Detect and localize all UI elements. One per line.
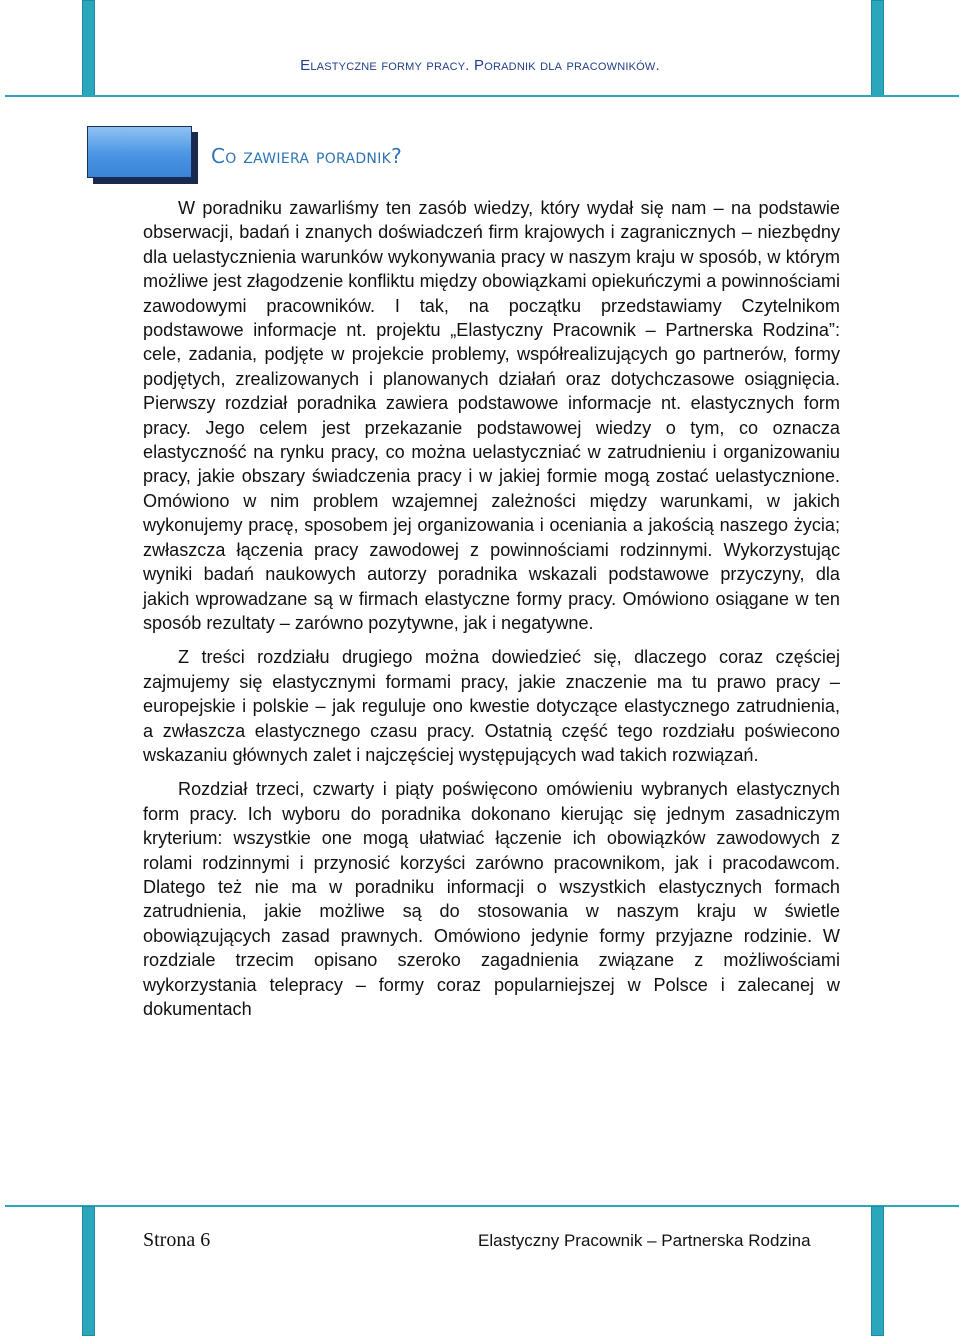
section-title: Co zawiera poradnik? (211, 144, 403, 168)
header-rule (5, 95, 959, 97)
page-number: Strona 6 (143, 1229, 211, 1251)
footer-rule (5, 1205, 959, 1207)
footer-project-name: Elastyczny Pracownik – Partnerska Rodzina (478, 1231, 811, 1250)
section-decor-box (87, 126, 192, 178)
paragraph-3: Rozdział trzeci, czwarty i piąty poświęcono omówieniu wybranych elastycznych form pracy. Ich wyboru do poradnika dokonano kierując się jednym zasadniczym kryterium: wszystkie one mogą ułatwiać łączenie ich obowiązków zawodowych z rolami rodzinnymi i przynosić korzyści zarówno pracownikom, jak i pracodawcom. Dlatego też nie ma w poradniku informacji o wszystkich elastycznych formach zatrudnienia, jakie możliwe są do stosowania w naszym kraju w świetle obowiązujących zasad prawnych. Omówiono jedynie formy przyjazne rodzinie. W rozdziale trzecim opisano szeroko zagadnienia związane z możliwościami wykorzystania telepracy – formy coraz popularniejszej w Polsce i zalecanej w dokumentach (143, 779, 840, 1019)
running-header: Elastyczne formy pracy. Poradnik dla pracowników. (300, 57, 660, 74)
bottom-left-bar (82, 1206, 95, 1336)
top-left-bar (82, 0, 95, 97)
paragraph-2: Z treści rozdziału drugiego można dowiedzieć się, dlaczego coraz częściej zajmujemy się elastycznymi formami pracy, jakie znaczenie ma tu prawo pracy – europejskie i polskie – jak reguluje ono kwestie dotyczące elastycznego zatrudnienia, a zwłaszcza elastycznego czasu pracy. Ostatnią część tego rozdziału poświecono wskazaniu głównych zalet i najczęściej występujących wad takich rozwiązań. (143, 647, 840, 765)
bottom-right-bar (871, 1206, 884, 1336)
body-text (143, 196, 840, 1031)
paragraph-1: W poradniku zawarliśmy ten zasób wiedzy, który wydał się nam – na podstawie obserwacji, badań i znanych doświadczeń firm krajowych i zagranicznych – niezbędny dla uelastycznienia warunków wykonywania pracy w naszym kraju w sposób, w którym możliwe jest złagodzenie konfliktu między obowiązkami opiekuńczymi a powinnościami zawodowymi pracowników. I tak, na początku przedstawiamy Czytelnikom podstawowe informacje nt. projektu „Elastyczny Pracownik – Partnerska Rodzina”: cele, zadania, podjęte w projekcie problemy, współrealizujących go partnerów, formy podjętych, zrealizowanych i planowanych działań oraz dotychczasowe osiągnięcia. Pierwszy rozdział poradnika zawiera podstawowe informacje nt. elastycznych form pracy. Jego celem jest przekazanie podstawowej wiedzy o tym, co oznacza elastyczność na rynku pracy, co można uelastyczniać w zatrudnieniu i organizowaniu pracy, jakie obszary świadczenia pracy i w jakiej formie mogą zostać uelastycznione. Omówiono w nim problem wzajemnej zależności między warunkami, w jakich wykonujemy pracę, sposobem jej organizowania i oceniania a jakością naszego życia; zwłaszcza łączenia pracy zawodowej z powinnościami rodzinnymi. Wykorzystując wyniki badań naukowych autorzy poradnika wskazali podstawowe przyczyny, dla jakich wprowadzane są w firmach elastyczne formy pracy. Omówiono osiągane w ten sposób rezultaty – zarówno pozytywne, jak i negatywne. (143, 198, 840, 633)
top-right-bar (871, 0, 884, 97)
